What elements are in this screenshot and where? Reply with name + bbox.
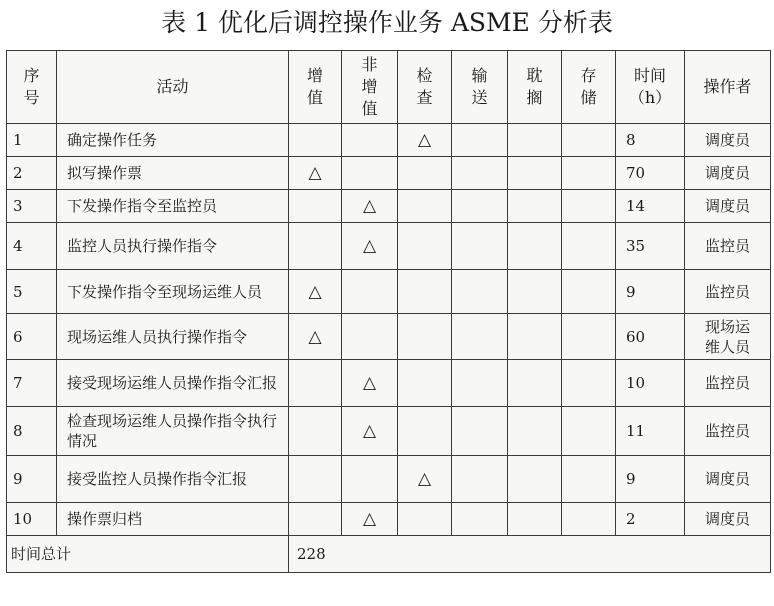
cell-operator: 监控员	[685, 360, 771, 407]
cell-seq: 7	[7, 360, 57, 407]
cell-operator: 监控员	[685, 223, 771, 270]
cell-transport	[452, 503, 508, 536]
table-title: 表 1 优化后调控操作业务 ASME 分析表	[161, 8, 613, 37]
cell-time: 35	[616, 223, 685, 270]
cell-seq: 8	[7, 407, 57, 456]
cell-time: 14	[616, 190, 685, 223]
cell-inspect	[398, 270, 452, 314]
cell-seq: 5	[7, 270, 57, 314]
cell-transport	[452, 157, 508, 190]
cell-seq: 9	[7, 456, 57, 503]
cell-store	[562, 314, 616, 360]
header-non-add-value: 非 增 值	[342, 51, 398, 124]
cell-delay	[508, 456, 562, 503]
table-header-row	[7, 51, 771, 124]
table-row	[7, 360, 771, 407]
header-seq: 序 号	[7, 51, 57, 124]
cell-delay	[508, 270, 562, 314]
header-inspect: 检 查	[398, 51, 452, 124]
cell-add-value	[289, 360, 342, 407]
cell-time: 10	[616, 360, 685, 407]
header-operator: 操作者	[685, 51, 771, 124]
cell-delay	[508, 124, 562, 157]
cell-transport	[452, 407, 508, 456]
cell-seq: 10	[7, 503, 57, 536]
cell-delay	[508, 223, 562, 270]
cell-add-value	[289, 223, 342, 270]
cell-non-add-value	[342, 270, 398, 314]
cell-transport	[452, 223, 508, 270]
cell-add-value: △	[289, 157, 342, 190]
cell-operator: 现场运 维人员	[685, 314, 771, 360]
cell-operator: 调度员	[685, 456, 771, 503]
cell-operator: 调度员	[685, 157, 771, 190]
cell-time: 9	[616, 270, 685, 314]
cell-activity: 现场运维人员执行操作指令	[57, 314, 289, 360]
cell-operator: 调度员	[685, 503, 771, 536]
table-row	[7, 407, 771, 456]
cell-activity: 确定操作任务	[57, 124, 289, 157]
cell-store	[562, 270, 616, 314]
table-row	[7, 456, 771, 503]
cell-time: 9	[616, 456, 685, 503]
cell-operator: 调度员	[685, 124, 771, 157]
cell-inspect	[398, 360, 452, 407]
cell-add-value	[289, 190, 342, 223]
header-transport: 输 送	[452, 51, 508, 124]
table-row	[7, 503, 771, 536]
cell-seq: 2	[7, 157, 57, 190]
cell-store	[562, 503, 616, 536]
cell-add-value: △	[289, 270, 342, 314]
cell-seq: 4	[7, 223, 57, 270]
cell-non-add-value	[342, 157, 398, 190]
cell-add-value	[289, 407, 342, 456]
cell-non-add-value: △	[342, 223, 398, 270]
table-row	[7, 124, 771, 157]
cell-inspect	[398, 407, 452, 456]
cell-delay	[508, 407, 562, 456]
cell-store	[562, 190, 616, 223]
cell-store	[562, 124, 616, 157]
header-activity: 活动	[57, 51, 289, 124]
cell-activity: 下发操作指令至监控员	[57, 190, 289, 223]
cell-non-add-value: △	[342, 360, 398, 407]
cell-time: 60	[616, 314, 685, 360]
cell-activity: 下发操作指令至现场运维人员	[57, 270, 289, 314]
header-time: 时间 （h）	[616, 51, 685, 124]
asme-analysis-table	[6, 50, 771, 573]
cell-inspect	[398, 314, 452, 360]
cell-seq: 6	[7, 314, 57, 360]
cell-time: 11	[616, 407, 685, 456]
cell-activity: 检查现场运维人员操作指令执行情况	[57, 407, 289, 456]
cell-inspect: △	[398, 456, 452, 503]
cell-activity: 接受现场运维人员操作指令汇报	[57, 360, 289, 407]
cell-delay	[508, 314, 562, 360]
cell-transport	[452, 190, 508, 223]
cell-time: 70	[616, 157, 685, 190]
cell-add-value: △	[289, 314, 342, 360]
cell-operator: 监控员	[685, 407, 771, 456]
cell-seq: 1	[7, 124, 57, 157]
cell-time: 8	[616, 124, 685, 157]
cell-inspect	[398, 157, 452, 190]
cell-delay	[508, 157, 562, 190]
cell-inspect: △	[398, 124, 452, 157]
cell-inspect	[398, 223, 452, 270]
table-row	[7, 190, 771, 223]
total-label: 时间总计	[7, 536, 289, 573]
table-row	[7, 157, 771, 190]
cell-non-add-value	[342, 314, 398, 360]
cell-activity: 接受监控人员操作指令汇报	[57, 456, 289, 503]
cell-inspect	[398, 503, 452, 536]
table-body	[7, 124, 771, 536]
total-row	[7, 536, 771, 573]
cell-non-add-value: △	[342, 503, 398, 536]
cell-transport	[452, 360, 508, 407]
cell-add-value	[289, 124, 342, 157]
cell-non-add-value	[342, 456, 398, 503]
cell-delay	[508, 503, 562, 536]
cell-transport	[452, 124, 508, 157]
cell-inspect	[398, 190, 452, 223]
table-row	[7, 314, 771, 360]
cell-operator: 监控员	[685, 270, 771, 314]
header-delay: 耽 搁	[508, 51, 562, 124]
cell-seq: 3	[7, 190, 57, 223]
header-add-value: 增 值	[289, 51, 342, 124]
cell-operator: 调度员	[685, 190, 771, 223]
header-store: 存 储	[562, 51, 616, 124]
cell-store	[562, 360, 616, 407]
total-value: 228	[289, 536, 771, 573]
cell-activity: 拟写操作票	[57, 157, 289, 190]
cell-add-value	[289, 456, 342, 503]
cell-delay	[508, 360, 562, 407]
cell-store	[562, 407, 616, 456]
cell-delay	[508, 190, 562, 223]
table-row	[7, 270, 771, 314]
table-row	[7, 223, 771, 270]
cell-add-value	[289, 503, 342, 536]
cell-transport	[452, 456, 508, 503]
cell-store	[562, 157, 616, 190]
cell-store	[562, 456, 616, 503]
cell-activity: 监控人员执行操作指令	[57, 223, 289, 270]
cell-non-add-value: △	[342, 190, 398, 223]
cell-transport	[452, 314, 508, 360]
cell-non-add-value	[342, 124, 398, 157]
cell-activity: 操作票归档	[57, 503, 289, 536]
cell-transport	[452, 270, 508, 314]
cell-non-add-value: △	[342, 407, 398, 456]
cell-store	[562, 223, 616, 270]
cell-time: 2	[616, 503, 685, 536]
